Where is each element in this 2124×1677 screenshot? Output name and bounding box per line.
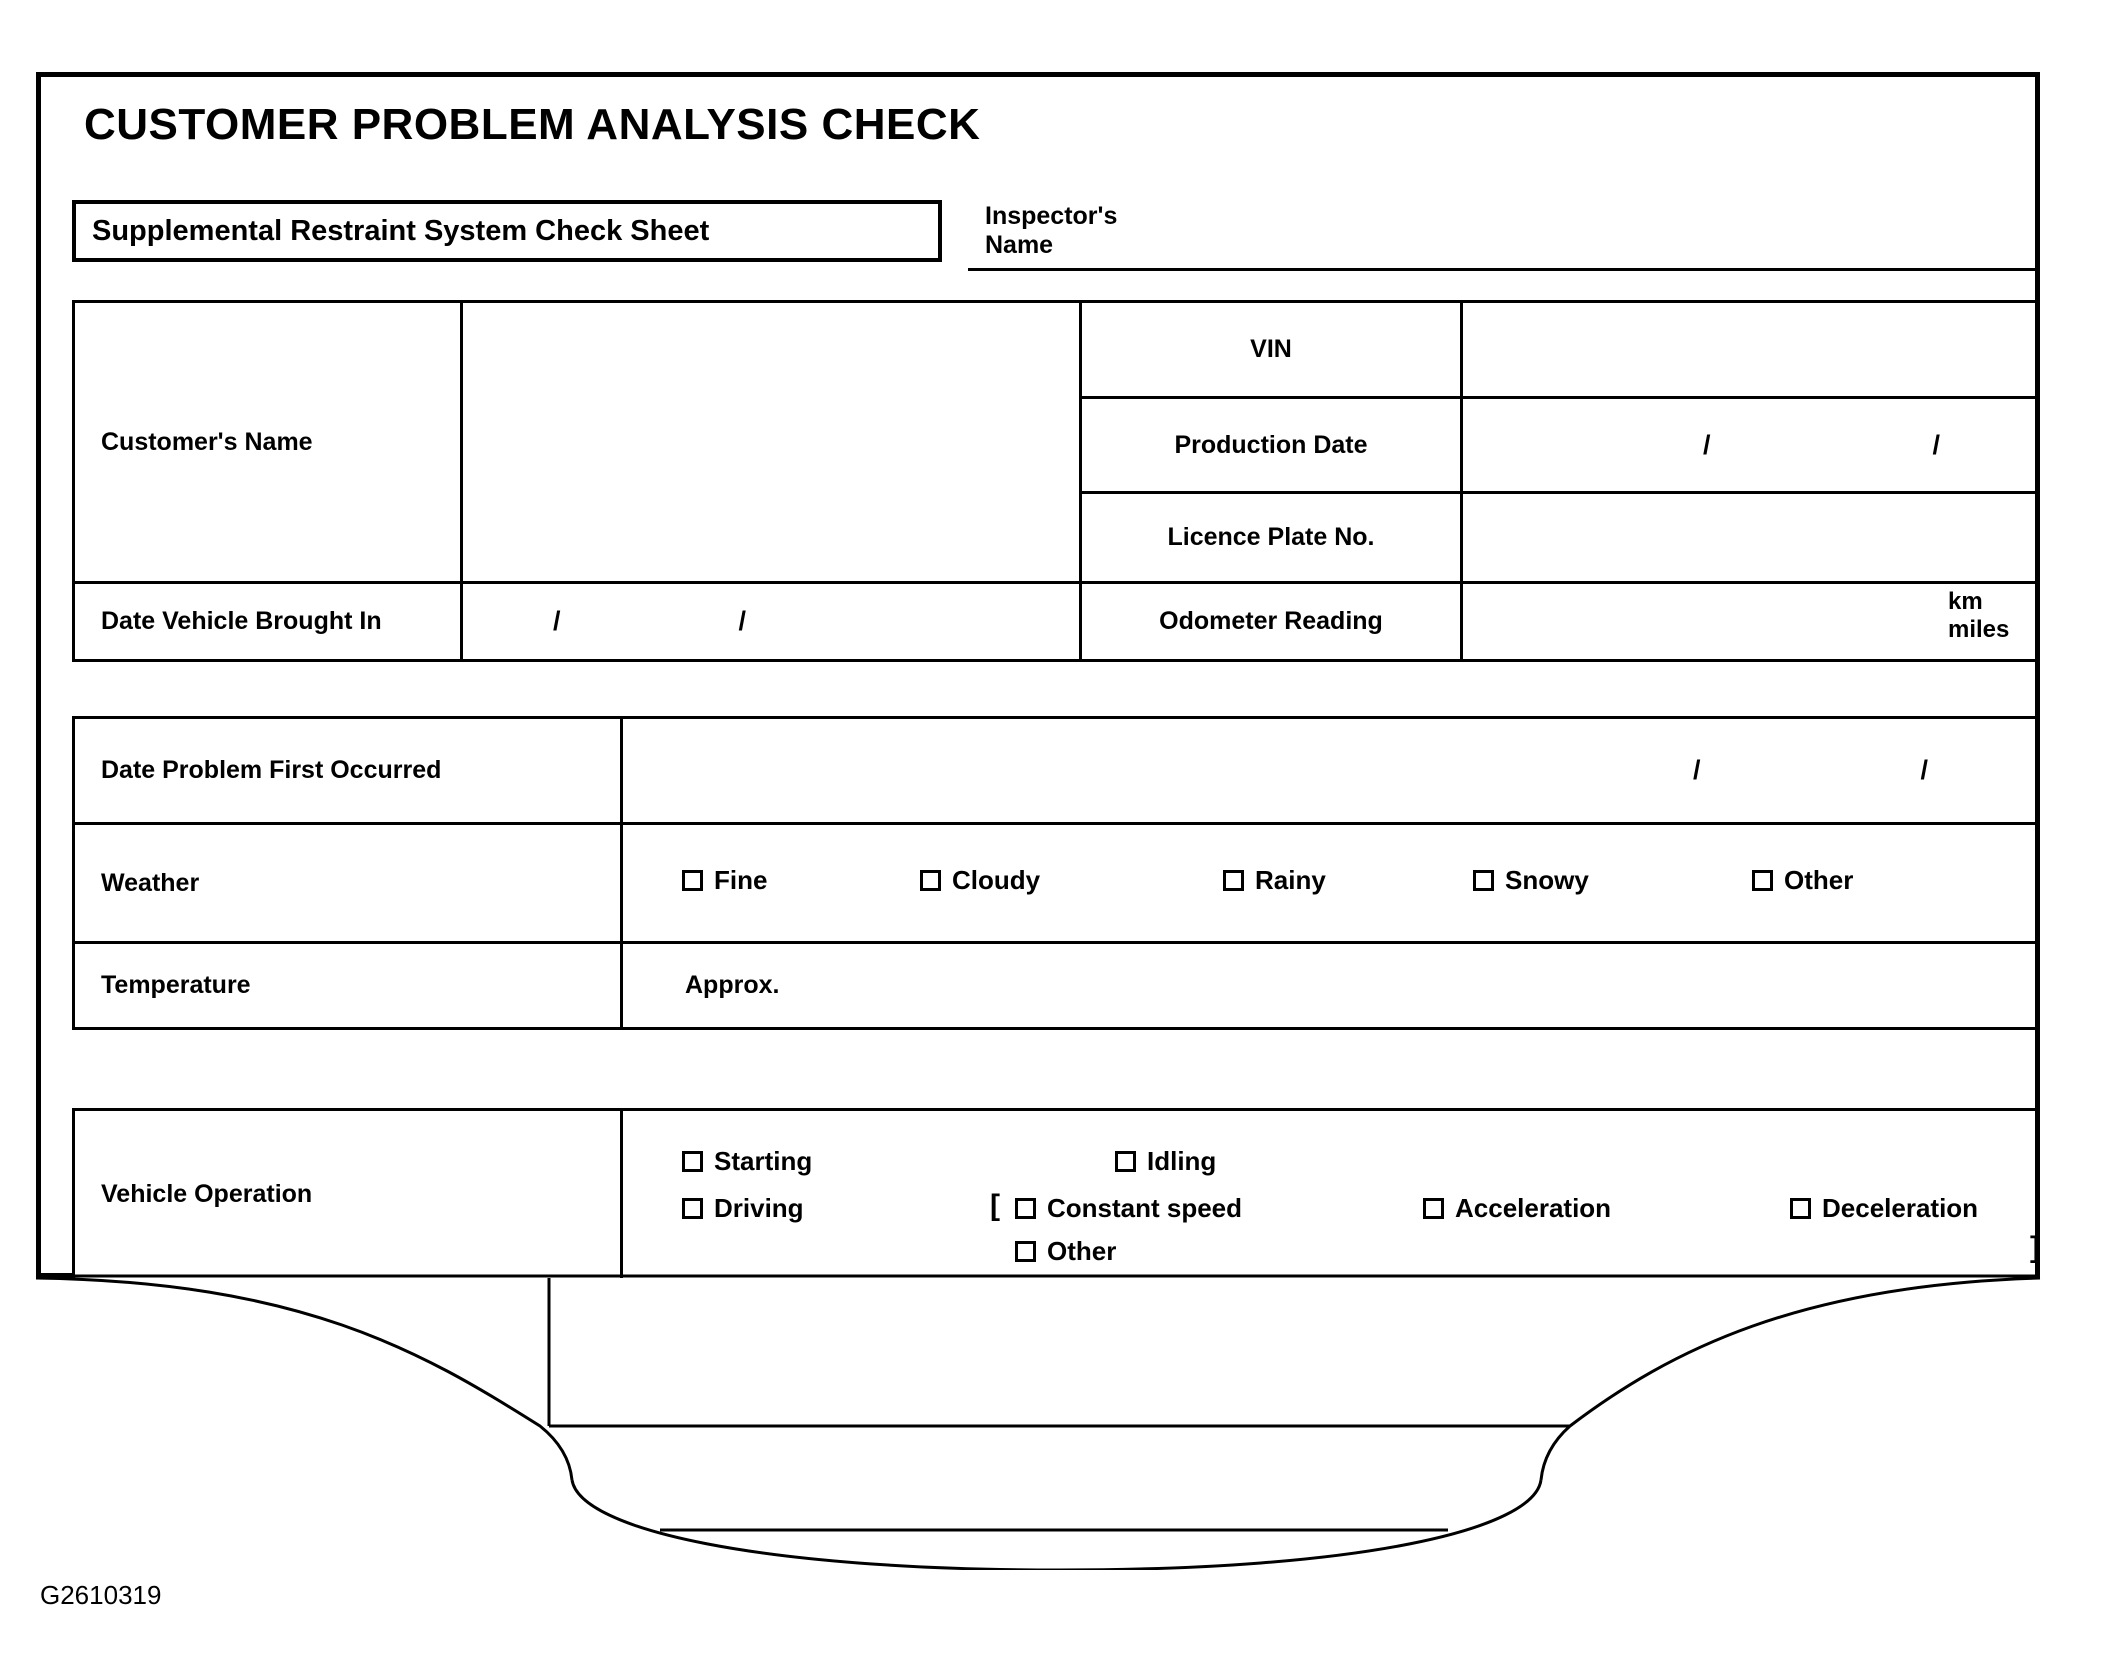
operation-option-idling-label: Idling	[1147, 1146, 1217, 1176]
customer-name-label	[75, 303, 460, 581]
weather-option-other[interactable]	[1752, 865, 1853, 896]
checkbox-icon[interactable]	[920, 870, 941, 891]
weather-option-cloudy[interactable]	[920, 865, 1040, 896]
weather-option-rainy[interactable]	[1223, 865, 1326, 896]
weather-option-other-label: Other	[1784, 865, 1854, 895]
operation-option-acceleration-label: Acceleration	[1455, 1193, 1612, 1223]
operation-option-acceleration[interactable]	[1423, 1193, 1611, 1224]
subtitle-text: Supplemental Restraint System Check Sheet	[92, 214, 710, 247]
odometer-label	[1082, 584, 1460, 659]
operation-bracket-open: [	[990, 1189, 1000, 1222]
checkbox-icon[interactable]	[1790, 1198, 1811, 1219]
weather-label	[75, 825, 620, 941]
date-brought-in-label-text: Date Vehicle Brought In	[101, 607, 382, 635]
operation-option-idling[interactable]	[1115, 1146, 1216, 1177]
temperature-prefix: Approx.	[685, 971, 780, 999]
operation-bracket-close: ]	[2030, 1231, 2040, 1264]
licence-plate-input[interactable]	[1463, 494, 2035, 581]
vehicle-operation-label-text: Vehicle Operation	[101, 1180, 313, 1208]
torn-page-illustration	[0, 1230, 2124, 1570]
operation-option-starting-label: Starting	[714, 1146, 813, 1176]
vin-input[interactable]	[1463, 303, 2035, 396]
operation-option-other-label: Other	[1047, 1236, 1117, 1266]
date-problem-label	[75, 719, 620, 822]
figure-code: G2610319	[40, 1580, 162, 1610]
checkbox-icon[interactable]	[1115, 1151, 1136, 1172]
odometer-label-text: Odometer Reading	[1159, 607, 1383, 635]
date-problem-input[interactable]	[623, 719, 2035, 822]
weather-label-text: Weather	[101, 868, 200, 897]
weather-option-fine[interactable]	[682, 865, 767, 896]
production-date-label	[1082, 399, 1460, 491]
date-brought-in-separator-2: /	[738, 606, 747, 636]
production-date-separator-1: /	[1703, 429, 1711, 460]
inspector-name-label	[985, 202, 1205, 260]
date-brought-in-label	[75, 584, 460, 659]
vehicle-info-table	[72, 300, 2038, 662]
checkbox-icon[interactable]	[1015, 1198, 1036, 1219]
customer-name-label-text: Customer's Name	[101, 427, 313, 456]
production-date-input[interactable]	[1463, 399, 2035, 491]
vin-label	[1082, 303, 1460, 396]
checkbox-icon[interactable]	[682, 1151, 703, 1172]
weather-option-snowy[interactable]	[1473, 865, 1589, 896]
operation-option-constant-speed[interactable]	[1015, 1193, 1242, 1224]
checkbox-icon[interactable]	[682, 870, 703, 891]
checkbox-icon[interactable]	[1423, 1198, 1444, 1219]
inspector-name-label-line2: Name	[985, 230, 1054, 259]
temperature-label-text: Temperature	[101, 971, 251, 999]
inspector-name-label-line1: Inspector's	[985, 202, 1118, 230]
operation-option-constant-speed-label: Constant speed	[1047, 1193, 1243, 1223]
odometer-units-km: km	[1948, 588, 1983, 615]
inspector-name-input[interactable]	[968, 268, 2038, 271]
licence-plate-label-text: Licence Plate No.	[1167, 523, 1375, 551]
checkbox-icon[interactable]	[1223, 870, 1244, 891]
conditions-table	[72, 716, 2038, 1030]
date-problem-separator-2: /	[1920, 755, 1929, 785]
operation-option-driving-label: Driving	[714, 1193, 804, 1223]
weather-option-cloudy-label: Cloudy	[952, 865, 1041, 895]
subtitle-box	[72, 200, 942, 262]
odometer-units	[1948, 588, 2009, 643]
temperature-label	[75, 944, 620, 1027]
weather-option-rainy-label: Rainy	[1255, 865, 1326, 895]
licence-plate-label	[1082, 494, 1460, 581]
customer-name-input[interactable]	[463, 303, 1079, 581]
production-date-label-text: Production Date	[1174, 430, 1368, 459]
production-date-separator-2: /	[1932, 429, 1941, 460]
date-brought-in-separator-1: /	[553, 606, 561, 636]
operation-option-starting[interactable]	[682, 1146, 812, 1177]
operation-option-driving[interactable]	[682, 1193, 804, 1224]
checkbox-icon[interactable]	[1473, 870, 1494, 891]
operation-option-deceleration[interactable]	[1790, 1193, 1978, 1224]
date-brought-in-input[interactable]	[463, 584, 1079, 659]
date-problem-separator-1: /	[1693, 755, 1701, 785]
date-problem-label-text: Date Problem First Occurred	[101, 756, 442, 784]
operation-option-deceleration-label: Deceleration	[1822, 1193, 1979, 1223]
temperature-input[interactable]	[623, 944, 2035, 1027]
page-title: CUSTOMER PROBLEM ANALYSIS CHECK	[84, 100, 981, 149]
checkbox-icon[interactable]	[1752, 870, 1773, 891]
vin-label-text: VIN	[1250, 335, 1292, 363]
odometer-units-miles: miles	[1948, 615, 2010, 643]
weather-option-snowy-label: Snowy	[1505, 865, 1589, 895]
checkbox-icon[interactable]	[682, 1198, 703, 1219]
weather-option-fine-label: Fine	[714, 865, 768, 895]
